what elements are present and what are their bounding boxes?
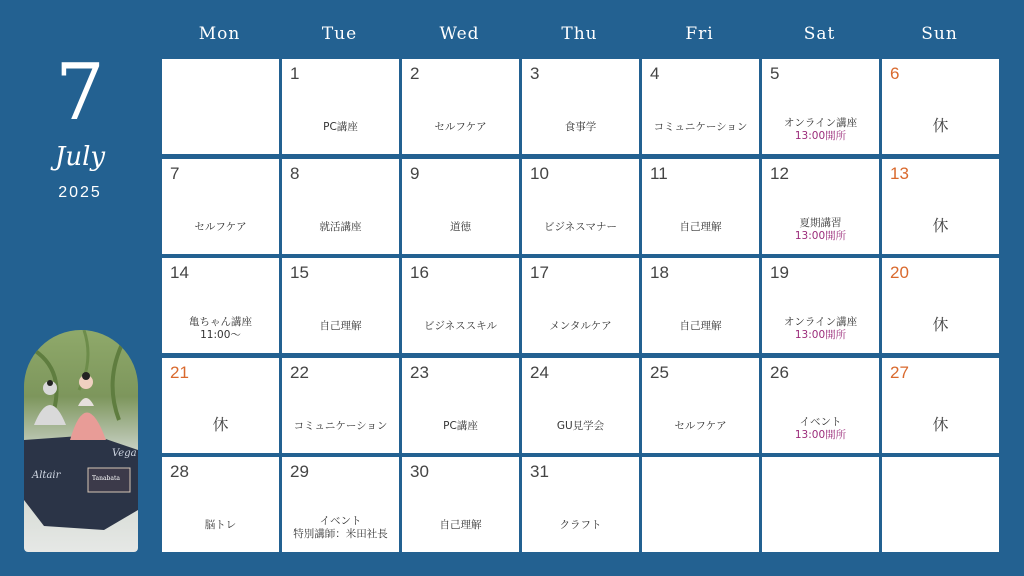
sidebar: [0, 0, 160, 576]
event-label: [402, 221, 519, 234]
event-label: [402, 121, 519, 134]
day-cell[interactable]: [402, 258, 519, 353]
event-label: [762, 217, 879, 243]
day-number: 28: [170, 462, 189, 481]
event-title: 道徳: [450, 220, 471, 233]
day-cell[interactable]: [642, 358, 759, 453]
day-cell[interactable]: [762, 258, 879, 353]
event-label: [762, 316, 879, 342]
day-cell[interactable]: [882, 457, 999, 552]
day-cell[interactable]: [402, 457, 519, 552]
year: 2025: [58, 184, 102, 201]
weekday-thu: Thu: [561, 24, 598, 44]
day-cell[interactable]: [402, 59, 519, 154]
event-label: [282, 121, 399, 134]
event-label: [162, 519, 279, 532]
day-cell[interactable]: [642, 159, 759, 254]
day-number: 16: [410, 263, 429, 282]
day-number: 3: [530, 64, 540, 83]
event-title: イベント: [319, 515, 362, 527]
event-title: コミュニケーション: [293, 419, 388, 432]
event-title: 自己理解: [679, 220, 722, 233]
day-cell[interactable]: [282, 258, 399, 353]
event-label: [162, 221, 279, 234]
day-number: 29: [290, 462, 309, 481]
day-cell[interactable]: [642, 59, 759, 154]
event-title: 休: [932, 414, 949, 434]
event-label: [642, 320, 759, 333]
event-title: コミュニケーション: [653, 121, 748, 133]
day-cell[interactable]: [402, 358, 519, 453]
weekday-tue: Tue: [321, 24, 358, 44]
day-cell[interactable]: [162, 358, 279, 453]
day-cell[interactable]: [162, 457, 279, 552]
day-number: 26: [770, 362, 789, 382]
event-title: セルフケア: [434, 121, 487, 133]
day-cell[interactable]: [162, 59, 279, 154]
event-label: [282, 320, 399, 333]
month-name: July: [54, 142, 106, 172]
rest-day-label: [882, 315, 999, 334]
weekday-mon: Mon: [198, 24, 241, 44]
event-title: ビジネススキル: [423, 320, 498, 332]
weekday-sun: Sun: [921, 24, 958, 44]
day-number: 9: [410, 163, 420, 183]
event-title: 夏期講習: [799, 216, 842, 229]
day-number: 7: [170, 163, 180, 183]
day-cell[interactable]: [642, 258, 759, 353]
day-number: 30: [410, 462, 429, 481]
day-cell[interactable]: [882, 59, 999, 154]
event-title: PC講座: [323, 121, 358, 133]
altair-label: Altair: [32, 470, 61, 481]
day-number: 25: [650, 362, 669, 382]
event-title: 休: [212, 414, 229, 434]
vega-label: Vega: [112, 448, 137, 459]
event-title: クラフト: [559, 519, 602, 531]
day-number: 23: [410, 362, 429, 382]
calendar-grid: [162, 59, 1002, 553]
event-title: 就活講座: [319, 220, 362, 233]
tanabata-illustration: [24, 330, 138, 552]
event-title: オンライン講座: [783, 117, 858, 129]
tanabata-card-label: Tanabata: [92, 475, 120, 482]
day-cell[interactable]: [522, 258, 639, 353]
event-label: [642, 221, 759, 234]
day-number: 19: [770, 263, 789, 282]
day-cell[interactable]: [522, 59, 639, 154]
event-title: ビジネスマナー: [544, 220, 617, 233]
day-cell[interactable]: [402, 159, 519, 254]
rest-day-label: [882, 414, 999, 434]
event-title: 亀ちゃん講座: [189, 316, 252, 328]
day-number: 20: [890, 263, 909, 282]
event-label: [282, 221, 399, 234]
day-number: 21: [170, 362, 189, 382]
event-label: [522, 320, 639, 333]
day-number: 5: [770, 64, 780, 83]
day-cell[interactable]: [762, 159, 879, 254]
day-cell[interactable]: [762, 59, 879, 154]
rest-day-label: [882, 215, 999, 235]
event-subtext: 11:00〜: [200, 329, 241, 341]
tanabata-photo: [24, 330, 138, 552]
event-label: [642, 121, 759, 134]
event-title: メンタルケア: [549, 320, 612, 332]
day-cell[interactable]: [522, 358, 639, 453]
day-cell[interactable]: [282, 457, 399, 552]
day-number: 4: [650, 64, 660, 83]
event-label: [522, 420, 639, 433]
event-title: 脳トレ: [204, 519, 237, 531]
weekday-header: [161, 24, 1001, 52]
event-label: [402, 420, 519, 433]
day-cell[interactable]: [642, 457, 759, 552]
event-label: [522, 519, 639, 532]
event-title: 自己理解: [679, 320, 722, 332]
weekday-sat: Sat: [803, 24, 836, 44]
event-label: [162, 316, 279, 342]
event-label: [402, 320, 519, 333]
event-title: イベント: [799, 415, 842, 428]
event-subtext: 13:00開所: [794, 130, 847, 142]
event-label: [282, 515, 399, 541]
event-label: [642, 420, 759, 433]
day-number: 1: [290, 64, 300, 83]
event-title: 休: [932, 215, 949, 235]
day-cell[interactable]: [282, 159, 399, 254]
event-subtext: 13:00開所: [794, 329, 847, 341]
day-cell[interactable]: [762, 358, 879, 453]
event-title: 休: [932, 315, 949, 334]
weekday-wed: Wed: [439, 24, 480, 44]
day-number: 6: [890, 64, 900, 83]
day-cell[interactable]: [882, 358, 999, 453]
event-title: セルフケア: [674, 419, 727, 432]
event-subtext: 特別講師：米田社長: [293, 528, 388, 540]
day-cell[interactable]: [882, 258, 999, 353]
event-label: [762, 416, 879, 442]
event-subtext: 13:00開所: [794, 229, 847, 242]
event-label: [522, 121, 639, 134]
event-label: [402, 519, 519, 532]
day-number: 11: [650, 163, 668, 183]
event-title: PC講座: [443, 419, 478, 432]
event-title: 自己理解: [319, 320, 362, 332]
day-cell[interactable]: [762, 457, 879, 552]
day-cell[interactable]: [162, 159, 279, 254]
day-number: 2: [410, 64, 420, 83]
day-number: 27: [890, 362, 909, 382]
event-subtext: 13:00開所: [794, 428, 847, 441]
day-number: 12: [770, 163, 789, 183]
event-title: オンライン講座: [783, 316, 858, 328]
event-label: [762, 117, 879, 143]
day-number: 10: [530, 163, 549, 183]
event-label: [282, 420, 399, 433]
event-label: [522, 221, 639, 234]
day-number: 31: [530, 462, 549, 481]
rest-day-label: [162, 414, 279, 434]
event-title: 食事学: [564, 121, 597, 133]
day-cell[interactable]: [522, 457, 639, 552]
day-number: 8: [290, 163, 300, 183]
day-cell[interactable]: [162, 258, 279, 353]
day-number: 17: [530, 263, 549, 282]
day-number: 18: [650, 263, 669, 282]
event-title: 自己理解: [439, 519, 482, 531]
day-number: 24: [530, 362, 549, 382]
day-number: 22: [290, 362, 309, 382]
event-title: 休: [932, 116, 949, 135]
event-title: セルフケア: [194, 220, 247, 233]
day-cell[interactable]: [882, 159, 999, 254]
day-number: 15: [290, 263, 309, 282]
day-cell[interactable]: [282, 59, 399, 154]
day-cell[interactable]: [282, 358, 399, 453]
day-cell[interactable]: [522, 159, 639, 254]
weekday-fri: Fri: [685, 24, 714, 44]
event-title: GU見学会: [556, 419, 605, 432]
rest-day-label: [882, 116, 999, 135]
day-number: 14: [170, 263, 189, 282]
day-number: 13: [890, 163, 909, 183]
month-number: 7: [55, 48, 105, 138]
